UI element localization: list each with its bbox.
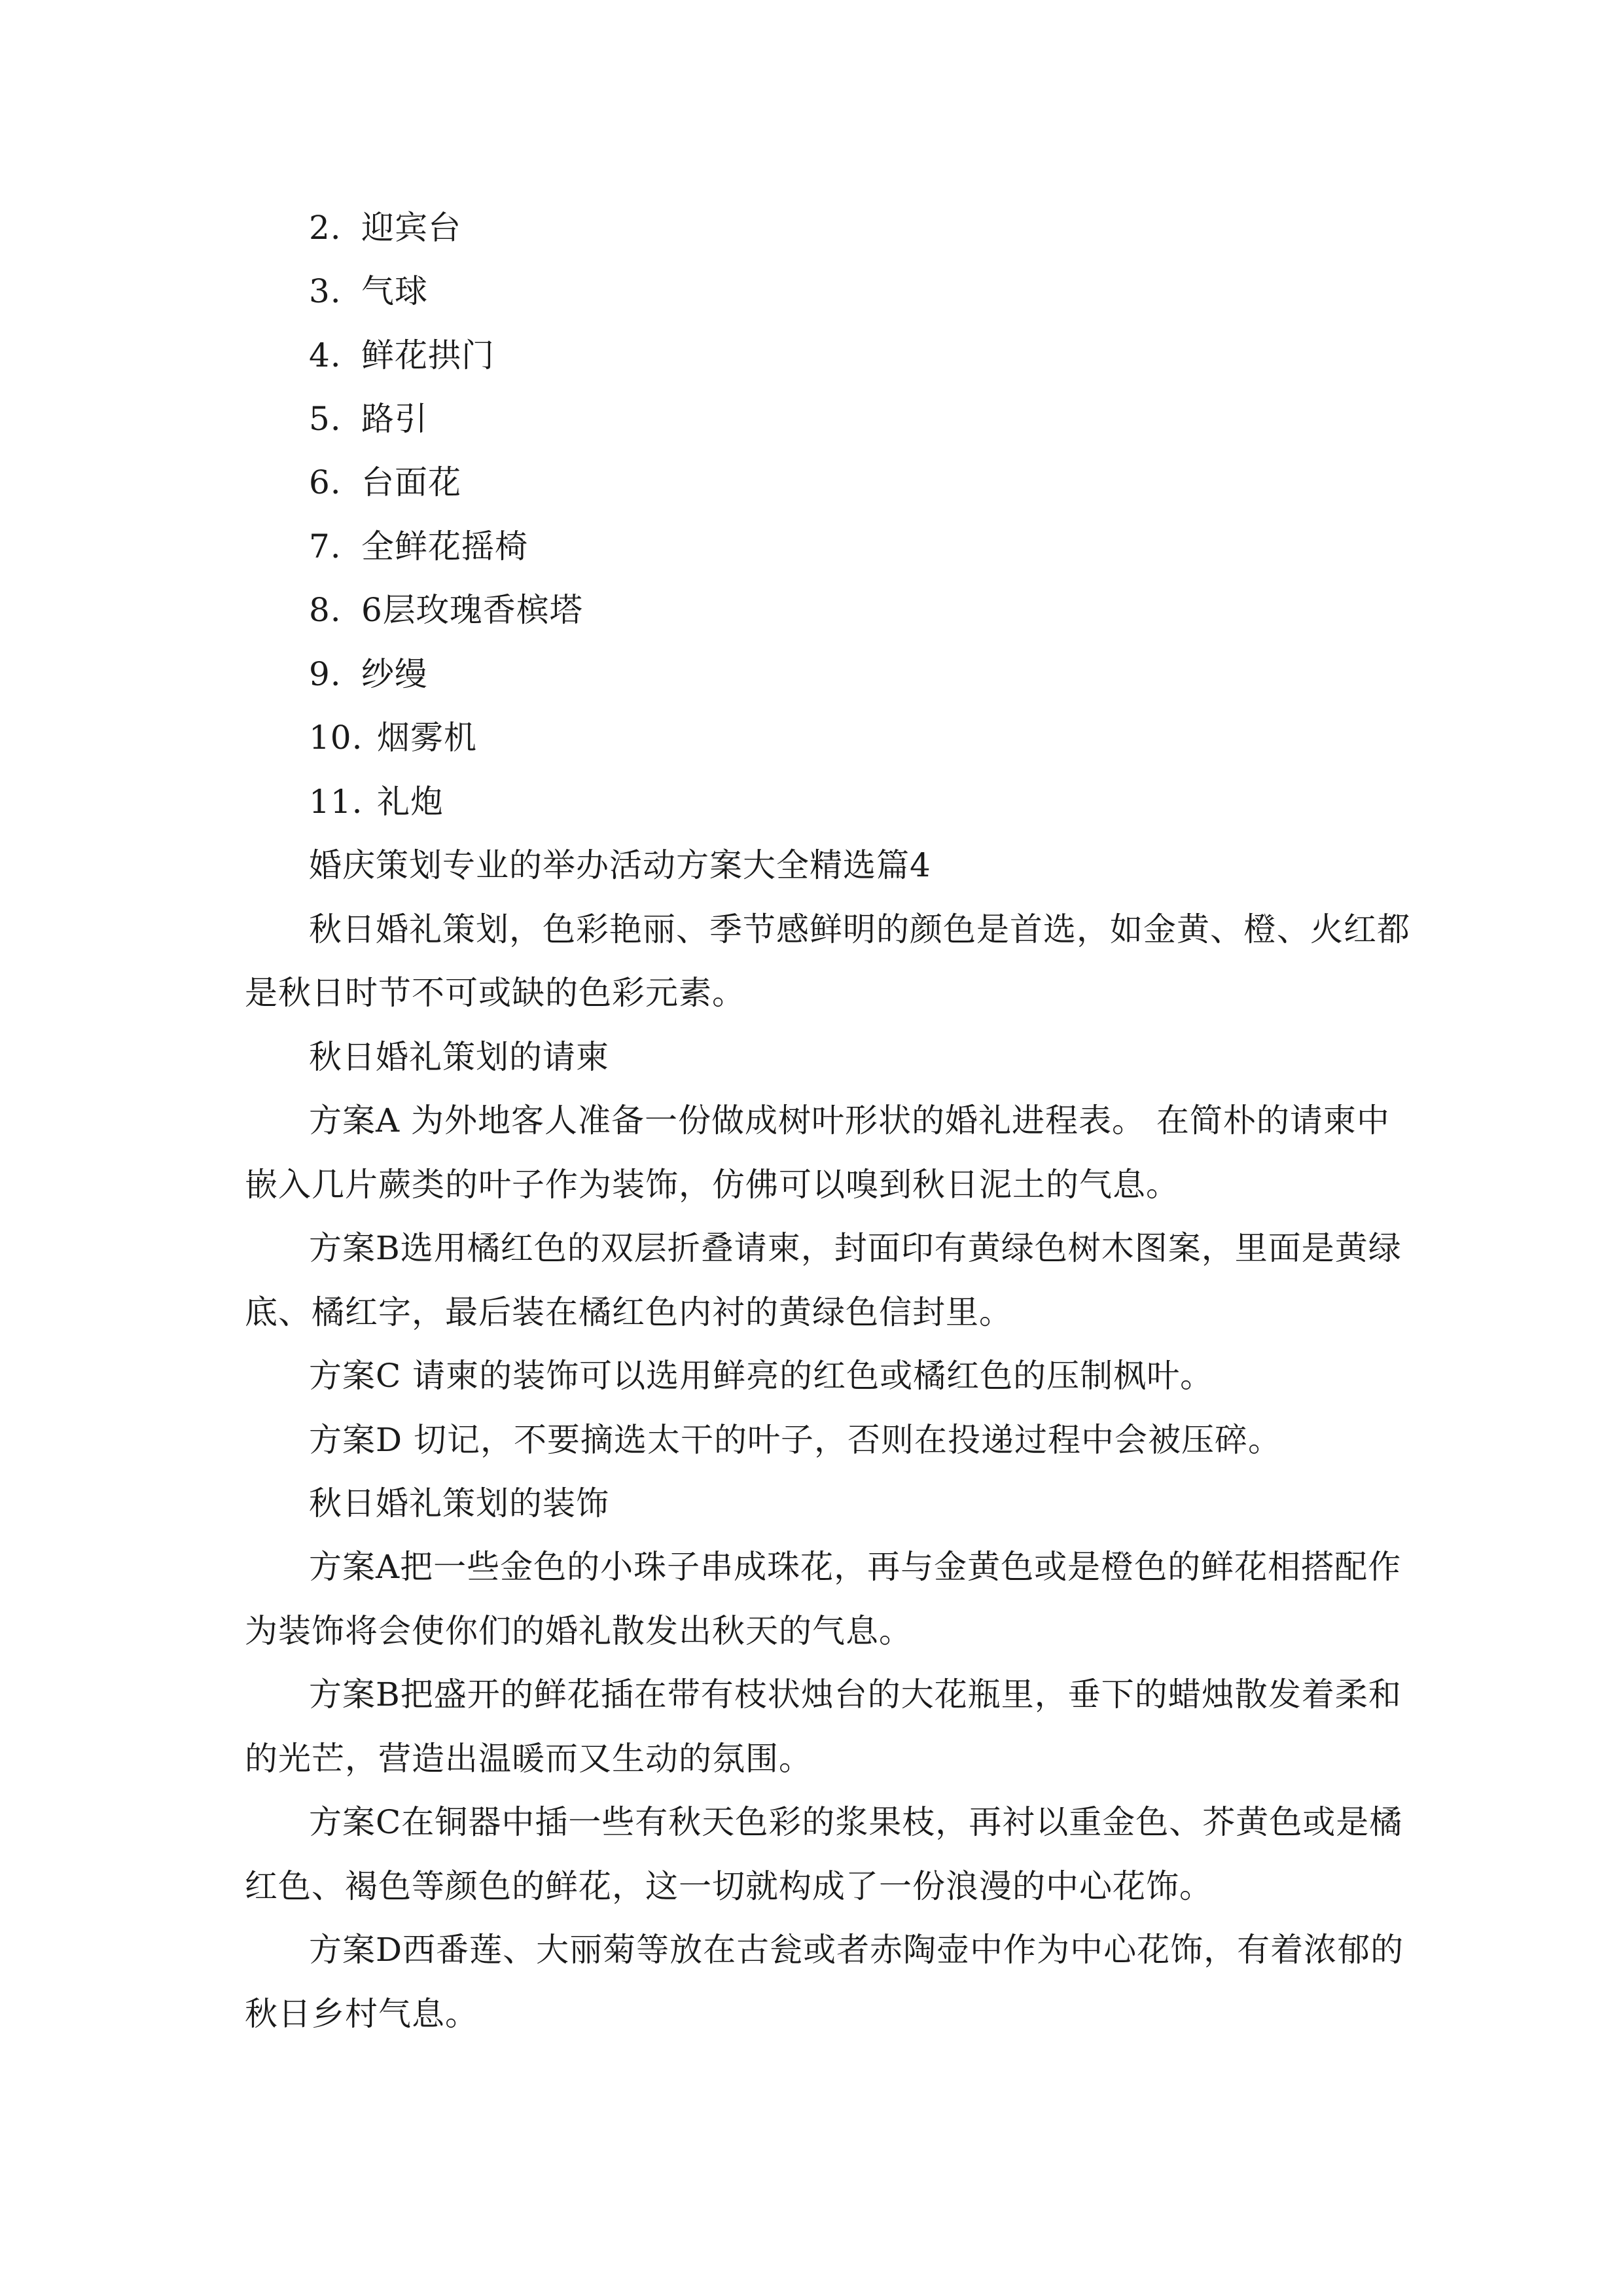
list-text: 礼炮 <box>377 783 444 821</box>
invitation-plan-a: 方案A 为外地客人准备一份做成树叶形状的婚礼进程表。 在简朴的请柬中 <box>309 1102 1390 1139</box>
list-text: 迎宾台 <box>361 209 461 247</box>
list-item <box>309 272 428 311</box>
invitation-plan-c: 方案C 请柬的装饰可以选用鲜亮的红色或橘红色的压制枫叶。 <box>309 1357 1214 1395</box>
intro-paragraph-line: 是秋日时节不可或缺的色彩元素。 <box>245 974 745 1012</box>
list-number: 6. <box>309 463 342 501</box>
list-item <box>309 782 444 821</box>
section-title: 婚庆策划专业的举办活动方案大全精选篇4 <box>309 846 931 884</box>
decoration-plan-d: 方案D西番莲、大丽菊等放在古瓮或者赤陶壶中作为中心花饰，有着浓郁的 <box>309 1931 1404 1969</box>
invitation-heading: 秋日婚礼策划的请柬 <box>309 1038 609 1076</box>
list-text: 鲜花拱门 <box>361 336 495 374</box>
list-item <box>309 399 428 439</box>
list-text: 6层玫瑰香槟塔 <box>361 591 583 629</box>
list-text: 烟雾机 <box>377 719 477 757</box>
list-number: 5. <box>309 400 342 438</box>
intro-paragraph-line: 秋日婚礼策划，色彩艳丽、季节感鲜明的颜色是首选，如金黄、橙、火红都 <box>309 910 1410 948</box>
list-text: 纱缦 <box>361 655 428 693</box>
decoration-plan-b: 方案B把盛开的鲜花插在带有枝状烛台的大花瓶里，垂下的蜡烛散发着柔和 <box>309 1676 1402 1713</box>
list-text: 路引 <box>361 400 428 438</box>
invitation-plan-a-cont: 嵌入几片蕨类的叶子作为装饰，仿佛可以嗅到秋日泥土的气息。 <box>245 1166 1179 1204</box>
invitation-plan-b-cont: 底、橘红字，最后装在橘红色内衬的黄绿色信封里。 <box>245 1293 1012 1331</box>
list-number: 7. <box>309 528 342 565</box>
list-item <box>309 527 528 566</box>
decoration-plan-a: 方案A把一些金色的小珠子串成珠花，再与金黄色或是橙色的鲜花相搭配作 <box>309 1548 1402 1586</box>
list-item <box>309 208 461 247</box>
list-number: 10. <box>309 719 363 757</box>
list-number: 8. <box>309 591 342 629</box>
decoration-plan-b-cont: 的光芒，营造出温暖而又生动的氛围。 <box>245 1740 812 1778</box>
decoration-heading: 秋日婚礼策划的装饰 <box>309 1484 609 1522</box>
invitation-plan-d: 方案D 切记，不要摘选太干的叶子，否则在投递过程中会被压碎。 <box>309 1421 1281 1459</box>
decoration-plan-a-cont: 为装饰将会使你们的婚礼散发出秋天的气息。 <box>245 1612 912 1650</box>
list-item <box>309 336 495 375</box>
list-number: 11. <box>309 783 363 821</box>
list-number: 9. <box>309 655 342 693</box>
list-number: 4. <box>309 336 342 374</box>
list-text: 台面花 <box>361 463 461 501</box>
list-item <box>309 718 477 757</box>
decoration-plan-c: 方案C在铜器中插一些有秋天色彩的浆果枝，再衬以重金色、芥黄色或是橘 <box>309 1803 1403 1841</box>
decoration-plan-d-cont: 秋日乡村气息。 <box>245 1995 478 2033</box>
list-text: 气球 <box>361 272 428 310</box>
invitation-plan-b: 方案B选用橘红色的双层折叠请柬，封面印有黄绿色树木图案，里面是黄绿 <box>309 1229 1402 1267</box>
list-item <box>309 590 583 630</box>
decoration-plan-c-cont: 红色、褐色等颜色的鲜花，这一切就构成了一份浪漫的中心花饰。 <box>245 1867 1213 1905</box>
list-number: 3. <box>309 272 342 310</box>
list-number: 2. <box>309 209 342 247</box>
list-text: 全鲜花摇椅 <box>361 528 528 565</box>
list-item <box>309 655 428 694</box>
list-item <box>309 463 461 502</box>
